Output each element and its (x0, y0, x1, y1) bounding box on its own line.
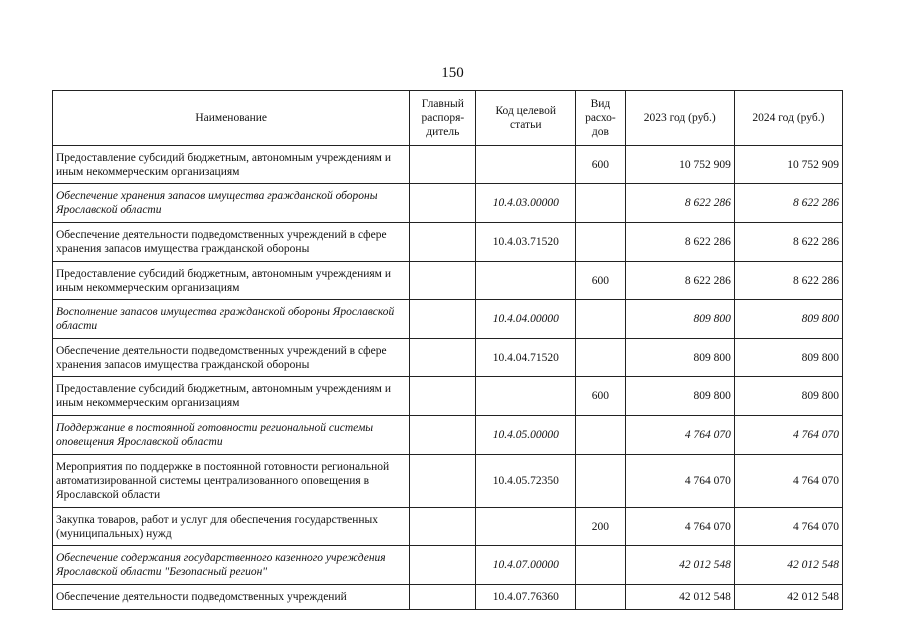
row-expense-type-cell: 600 (576, 262, 625, 300)
row-year-2023-cell: 42 012 548 (625, 585, 734, 610)
row-target-code-cell: 10.4.04.00000 (476, 300, 576, 339)
row-expense-type-cell: 600 (576, 377, 625, 416)
table-row (53, 416, 843, 455)
row-target-code-cell: 10.4.03.71520 (476, 223, 576, 262)
row-year-2023-cell: 4 764 070 (625, 455, 734, 508)
row-year-2024-cell: 809 800 (734, 339, 842, 377)
row-chief-manager-cell (410, 546, 476, 585)
row-chief-manager-cell (410, 184, 476, 223)
row-expense-type-cell (576, 585, 625, 610)
row-name-cell: Поддержание в постоянной готовности региональной системы оповещения Ярославской области (53, 416, 410, 455)
table-row (53, 585, 843, 610)
row-chief-manager-cell (410, 223, 476, 262)
table-body (53, 146, 843, 610)
row-expense-type-cell (576, 339, 625, 377)
row-expense-type-cell (576, 546, 625, 585)
row-chief-manager-cell (410, 508, 476, 546)
row-name-cell: Предоставление субсидий бюджетным, автономным учреждениям и иным некоммерческим организациям (53, 262, 410, 300)
row-year-2024-cell: 8 622 286 (734, 223, 842, 262)
row-year-2023-cell: 8 622 286 (625, 262, 734, 300)
table-row (53, 184, 843, 223)
row-name-cell: Обеспечение хранения запасов имущества гражданской обороны Ярославской области (53, 184, 410, 223)
row-chief-manager-cell (410, 262, 476, 300)
header-year-2024: 2024 год (руб.) (734, 91, 842, 146)
row-target-code-cell: 10.4.05.00000 (476, 416, 576, 455)
row-year-2023-cell: 809 800 (625, 377, 734, 416)
table-row (53, 455, 843, 508)
row-target-code-cell (476, 262, 576, 300)
row-chief-manager-cell (410, 585, 476, 610)
row-expense-type-cell (576, 184, 625, 223)
row-year-2024-cell: 4 764 070 (734, 508, 842, 546)
row-chief-manager-cell (410, 455, 476, 508)
row-name-cell: Обеспечение содержания государственного казенного учреждения Ярославской области "Безопасный регион" (53, 546, 410, 585)
row-name-cell: Обеспечение деятельности подведомственных учреждений (53, 585, 410, 610)
row-target-code-cell: 10.4.07.00000 (476, 546, 576, 585)
header-chief-manager: Главный распоря-дитель (410, 91, 476, 146)
header-target-code: Код целевой статьи (476, 91, 576, 146)
row-expense-type-cell (576, 223, 625, 262)
table-header-row (53, 91, 843, 146)
row-expense-type-cell (576, 300, 625, 339)
row-target-code-cell: 10.4.03.00000 (476, 184, 576, 223)
row-year-2024-cell: 4 764 070 (734, 416, 842, 455)
row-year-2023-cell: 42 012 548 (625, 546, 734, 585)
row-target-code-cell: 10.4.04.71520 (476, 339, 576, 377)
row-expense-type-cell (576, 416, 625, 455)
row-year-2023-cell: 4 764 070 (625, 508, 734, 546)
row-chief-manager-cell (410, 300, 476, 339)
table-row (53, 546, 843, 585)
row-target-code-cell (476, 508, 576, 546)
row-name-cell: Мероприятия по поддержке в постоянной готовности региональной автоматизированной системы централизованного оповещения в Ярославской области (53, 455, 410, 508)
row-year-2024-cell: 8 622 286 (734, 184, 842, 223)
row-year-2023-cell: 809 800 (625, 300, 734, 339)
row-year-2023-cell: 809 800 (625, 339, 734, 377)
row-year-2023-cell: 10 752 909 (625, 146, 734, 184)
header-name: Наименование (53, 91, 410, 146)
row-year-2023-cell: 8 622 286 (625, 184, 734, 223)
header-expense-type: Вид расхо-дов (576, 91, 625, 146)
row-year-2024-cell: 809 800 (734, 377, 842, 416)
row-name-cell: Восполнение запасов имущества гражданской обороны Ярославской области (53, 300, 410, 339)
budget-table (52, 90, 843, 610)
row-chief-manager-cell (410, 339, 476, 377)
table-row (53, 339, 843, 377)
header-year-2023: 2023 год (руб.) (625, 91, 734, 146)
row-name-cell: Предоставление субсидий бюджетным, автономным учреждениям и иным некоммерческим организациям (53, 146, 410, 184)
row-target-code-cell (476, 377, 576, 416)
row-year-2024-cell: 42 012 548 (734, 585, 842, 610)
row-chief-manager-cell (410, 416, 476, 455)
table-row (53, 300, 843, 339)
row-year-2024-cell: 8 622 286 (734, 262, 842, 300)
row-name-cell: Предоставление субсидий бюджетным, автономным учреждениям и иным некоммерческим организациям (53, 377, 410, 416)
table-row (53, 377, 843, 416)
table-row (53, 146, 843, 184)
row-year-2024-cell: 42 012 548 (734, 546, 842, 585)
row-year-2023-cell: 4 764 070 (625, 416, 734, 455)
row-year-2024-cell: 10 752 909 (734, 146, 842, 184)
row-name-cell: Обеспечение деятельности подведомственных учреждений в сфере хранения запасов имущества гражданской обороны (53, 223, 410, 262)
row-year-2024-cell: 809 800 (734, 300, 842, 339)
row-expense-type-cell: 600 (576, 146, 625, 184)
row-year-2023-cell: 8 622 286 (625, 223, 734, 262)
row-target-code-cell (476, 146, 576, 184)
row-chief-manager-cell (410, 146, 476, 184)
row-year-2024-cell: 4 764 070 (734, 455, 842, 508)
table-row (53, 508, 843, 546)
page-number: 150 (441, 65, 464, 81)
table-row (53, 223, 843, 262)
table-row (53, 262, 843, 300)
row-name-cell: Закупка товаров, работ и услуг для обеспечения государственных (муниципальных) нужд (53, 508, 410, 546)
row-expense-type-cell: 200 (576, 508, 625, 546)
row-expense-type-cell (576, 455, 625, 508)
row-chief-manager-cell (410, 377, 476, 416)
row-target-code-cell: 10.4.07.76360 (476, 585, 576, 610)
row-name-cell: Обеспечение деятельности подведомственных учреждений в сфере хранения запасов имущества гражданской обороны (53, 339, 410, 377)
row-target-code-cell: 10.4.05.72350 (476, 455, 576, 508)
